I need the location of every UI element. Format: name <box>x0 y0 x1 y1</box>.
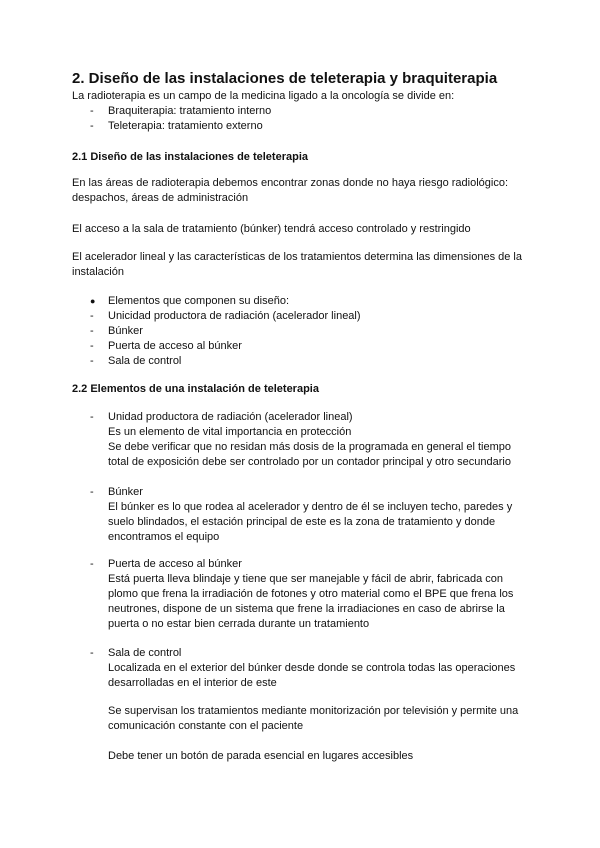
element-label: Puerta de acceso al búnker <box>108 558 242 570</box>
list-item-text: Teleterapia: tratamiento externo <box>108 120 263 132</box>
dash-marker: - <box>90 340 94 352</box>
element-description <box>108 661 530 691</box>
list-item-text: Puerta de acceso al búnker <box>108 340 242 352</box>
element-item-door <box>90 557 530 632</box>
text-line: neutrones, dispone de un sistema que frene la irradiaciones en caso de abrirse la <box>108 603 505 615</box>
list-item-text: Sala de control <box>108 355 182 367</box>
bullet-icon: ● <box>90 296 96 306</box>
text-line: En las áreas de radioterapia debemos encontrar zonas donde no haya riesgo radiológico: <box>72 177 509 189</box>
list-item-text: Búnker <box>108 325 143 337</box>
dash-marker: - <box>90 411 94 423</box>
text-line: despachos, áreas de administración <box>72 192 249 204</box>
control-room-supervision <box>108 704 518 734</box>
text-line: Localizada en el exterior del búnker desde donde se controla todas las operaciones <box>108 662 516 674</box>
radiotherapy-types-list <box>90 104 510 134</box>
list-item <box>90 119 510 134</box>
text-line: Se supervisan los tratamientos mediante monitorización por televisión y permite una <box>108 705 519 717</box>
text-line: puerta o no estar bien cerrada durante un tratamiento <box>108 618 370 630</box>
dash-marker: - <box>90 120 94 132</box>
text-line: El búnker es lo que rodea al acelerador y dentro de él se incluyen techo, paredes y <box>108 501 513 513</box>
section-2-intro: La radioterapia es un campo de la medicina ligado a la oncología se divide en: <box>72 90 455 102</box>
section-2-1-title: 2.1 Diseño de las instalaciones de teleterapia <box>72 151 308 163</box>
list-item <box>90 309 510 324</box>
text-line: Está puerta lleva blindaje y tiene que ser manejable y fácil de abrir, fabricada con <box>108 573 504 585</box>
control-room-stop-button-note: Debe tener un botón de parada esencial en lugares accesibles <box>108 750 414 762</box>
section-2-title: 2. Diseño de las instalaciones de teleterapia y braquiterapia <box>72 70 498 87</box>
list-item-text: Unicidad productora de radiación (acelerador lineal) <box>108 310 361 322</box>
paragraph-access: El acceso a la sala de tratamiento (búnker) tendrá acceso controlado y restringido <box>72 223 471 235</box>
element-label: Unidad productora de radiación (acelerador lineal) <box>108 411 353 423</box>
element-description <box>108 425 530 470</box>
dash-marker: - <box>90 105 94 117</box>
paragraph-radiology-areas <box>72 176 508 206</box>
text-line: desarrolladas en el interior de este <box>108 677 277 689</box>
list-item <box>90 294 510 309</box>
element-description <box>108 572 530 632</box>
dash-marker: - <box>90 486 94 498</box>
text-line: suelo blindados, el estación principal de este es la zona de tratamiento y donde <box>108 516 496 528</box>
design-elements-list <box>90 294 510 369</box>
section-2-2-title: 2.2 Elementos de una instalación de teleterapia <box>72 383 319 395</box>
text-line: instalación <box>72 266 124 278</box>
dash-marker: - <box>90 647 94 659</box>
element-label: Sala de control <box>108 647 182 659</box>
dash-marker: - <box>90 355 94 367</box>
text-line: Se debe verificar que no residan más dosis de la programada en general el tiempo <box>108 441 511 453</box>
list-item <box>90 339 510 354</box>
element-label: Búnker <box>108 486 143 498</box>
text-line: comunicación constante con el paciente <box>108 720 304 732</box>
text-line: total de exposición debe ser controlado por un contador principal y otro secundario <box>108 456 511 468</box>
element-item-accelerator <box>90 410 530 470</box>
element-item-control-room <box>90 646 530 691</box>
list-item <box>90 104 510 119</box>
element-item-bunker <box>90 485 530 545</box>
element-description <box>108 500 530 545</box>
list-item <box>90 324 510 339</box>
paragraph-accelerator <box>72 250 522 280</box>
text-line: plomo que frena la irradiación de fotones y otro material como el BPE que frena los <box>108 588 514 600</box>
dash-marker: - <box>90 310 94 322</box>
text-line: encontramos el equipo <box>108 531 220 543</box>
list-item-text: Elementos que componen su diseño: <box>108 295 290 307</box>
text-line: Es un elemento de vital importancia en protección <box>108 426 352 438</box>
list-item-text: Braquiterapia: tratamiento interno <box>108 105 272 117</box>
text-line: El acelerador lineal y las características de los tratamientos determina las dimensiones de la <box>72 251 522 263</box>
dash-marker: - <box>90 325 94 337</box>
list-item <box>90 354 510 369</box>
dash-marker: - <box>90 558 94 570</box>
